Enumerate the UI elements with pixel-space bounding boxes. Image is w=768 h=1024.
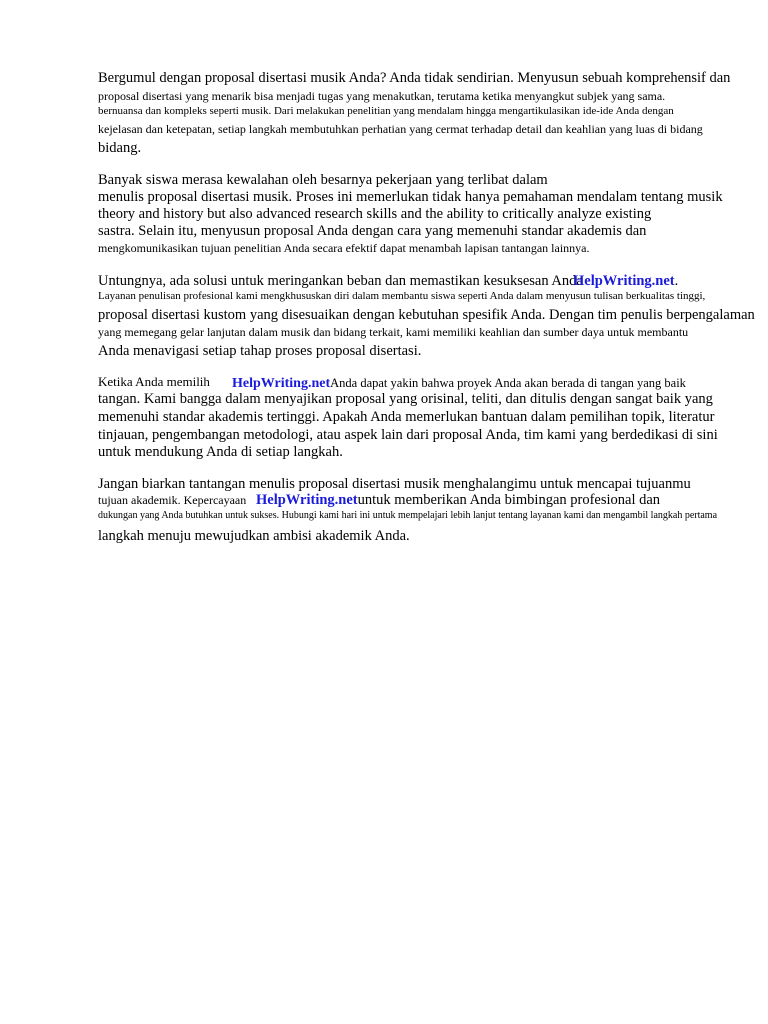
- p5-line-2-tail: untuk memberikan Anda bimbingan profesional dan: [357, 492, 661, 508]
- helpwriting-link-3[interactable]: HelpWriting.net: [256, 492, 358, 508]
- p2-line-1: Banyak siswa merasa kewalahan oleh besarnya pekerjaan yang terlibat dalam: [98, 172, 548, 188]
- p2-line-3: theory and history but also advanced research skills and the ability to critically analyze existing: [98, 206, 652, 222]
- p2-line-2: menulis proposal disertasi musik. Proses ini memerlukan tidak hanya pemahaman mendalam tentang musik: [98, 189, 723, 205]
- p5-line-2-rest: [256, 493, 660, 508]
- p3-link-wrapper: [573, 274, 678, 289]
- p1-line-2: proposal disertasi yang menarik bisa menjadi tugas yang menakutkan, terutama ketika menyangkut subjek yang sama.: [98, 89, 666, 103]
- p5-line-4: langkah menuju mewujudkan ambisi akademik Anda.: [98, 528, 410, 544]
- p1-line-5: bidang.: [98, 140, 142, 156]
- p1-line-3: bernuansa dan kompleks seperti musik. Dari melakukan penelitian yang mendalam hingga mengartikulasikan ide-ide Anda dengan: [98, 105, 674, 117]
- helpwriting-link-2[interactable]: HelpWriting.net: [232, 376, 331, 391]
- p4-line-1-text: Ketika Anda memilih: [98, 374, 210, 389]
- p5-line-2-text: tujuan akademik. Kepercayaan: [98, 493, 247, 507]
- p4-line-5: untuk mendukung Anda di setiap langkah.: [98, 444, 343, 460]
- p4-line-1-rest: [232, 376, 686, 391]
- p4-line-3: memenuhi standar akademis tertinggi. Apakah Anda memerlukan bantuan dalam pemilihan topik, literatur: [98, 409, 715, 425]
- p4-line-2: tangan. Kami bangga dalam menyajikan proposal yang orisinal, teliti, dan ditulis dengan sangat baik yang: [98, 391, 713, 407]
- p5-line-1: Jangan biarkan tantangan menulis proposal disertasi musik menghalangimu untuk mencapai tujuanmu: [98, 476, 691, 492]
- p3-line-1-tail: .: [674, 273, 679, 289]
- p3-line-1-text: Untungnya, ada solusi untuk meringankan beban dan memastikan kesuksesan Anda: [98, 273, 583, 289]
- p1-line-1: Bergumul dengan proposal disertasi musik Anda? Anda tidak sendirian. Menyusun sebuah komprehensif dan: [98, 70, 731, 86]
- helpwriting-link-1[interactable]: HelpWriting.net: [573, 273, 675, 289]
- p3-line-3: proposal disertasi kustom yang disesuaikan dengan kebutuhan spesifik Anda. Dengan tim penulis berpengalaman: [98, 307, 755, 323]
- p3-line-5: Anda menavigasi setiap tahap proses proposal disertasi.: [98, 343, 422, 359]
- p4-line-4: tinjauan, pengembangan metodologi, atau aspek lain dari proposal Anda, tim kami yang berdedikasi di sini: [98, 427, 718, 443]
- p1-line-4: kejelasan dan ketepatan, setiap langkah membutuhkan perhatian yang cermat terhadap detail dan keahlian yang luas di bidang: [98, 122, 703, 136]
- p2-line-5: mengkomunikasikan tujuan penelitian Anda secara efektif dapat menambah lapisan tantangan lainnya.: [98, 241, 590, 255]
- p5-line-3: dukungan yang Anda butuhkan untuk sukses. Hubungi kami hari ini untuk mempelajari lebih lanjut tentang layanan kami dan mengambil langkah pertama: [98, 510, 718, 521]
- p2-line-4: sastra. Selain itu, menyusun proposal Anda dengan cara yang memenuhi standar akademis dan: [98, 223, 647, 239]
- p4-line-1-tail: Anda dapat yakin bahwa proyek Anda akan berada di tangan yang baik: [330, 376, 686, 390]
- p3-line-2: Layanan penulisan profesional kami mengkhususkan diri dalam membantu siswa seperti Anda dalam menyusun tulisan berkualitas tinggi,: [98, 290, 706, 302]
- p3-line-4: yang memegang gelar lanjutan dalam musik dan bidang terkait, kami memiliki keahlian dan sumber daya untuk membantu: [98, 325, 689, 339]
- p3-line-1: [98, 274, 583, 289]
